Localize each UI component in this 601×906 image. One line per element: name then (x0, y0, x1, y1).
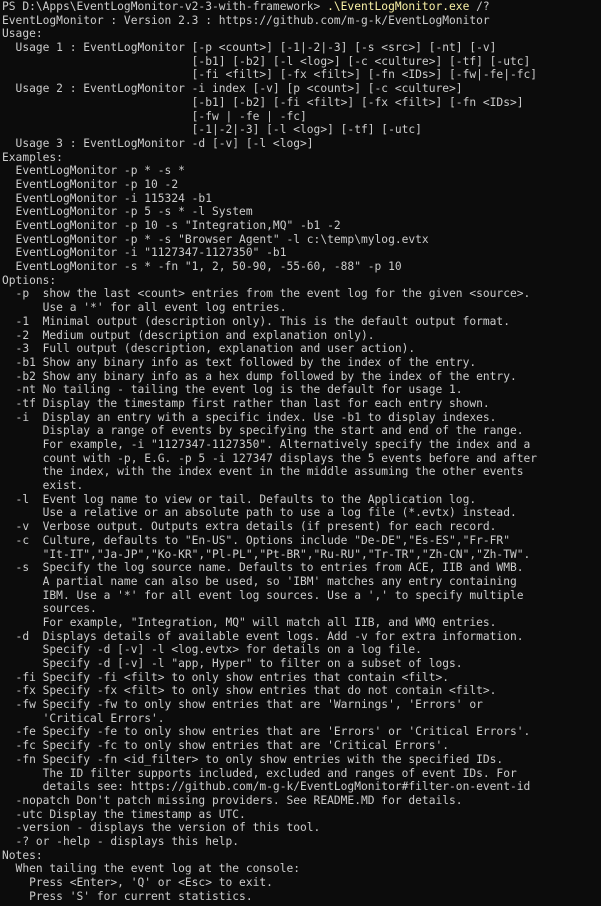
output-line: EventLogMonitor -p 5 -s * -l System (2, 205, 253, 219)
output-line: EventLogMonitor -s * -fn "1, 2, 50-90, -55-60, -88" -p 10 (2, 260, 402, 274)
command-prompt-line (2, 0, 601, 14)
output-line: 'Critical Errors'. (2, 711, 165, 725)
output-line: -p show the last <count> entries from the event log for the given <source>. (2, 287, 531, 301)
output-line: -? or -help - displays this help. (2, 834, 240, 848)
output-line: Press <Enter>, 'Q' or <Esc> to exit. (2, 876, 273, 889)
output-line: -fi Specify -fi <filt> to only show entries that contain <filt>. (2, 670, 450, 684)
output-line: Display a range of events by specifying the start and end of the range. (2, 424, 524, 438)
output-line: -v Verbose output. Outputs extra details (if present) for each record. (2, 520, 497, 534)
output-line: [-b1] [-b2] [-l <log>] [-c <culture>] [-tf] [-utc] (2, 54, 531, 68)
output-line: [-b1] [-b2] [-fi <filt>] [-fx <filt>] [-fn <IDs>] (2, 95, 524, 109)
prompt-argument: /? (469, 0, 490, 13)
output-line: Usage 1 : EventLogMonitor [-p <count>] [-1|-2|-3] [-s <src>] [-nt] [-v] (2, 41, 497, 55)
output-line: Notes: (2, 848, 43, 862)
output-line: EventLogMonitor -i 115324 -b1 (2, 191, 212, 205)
output-line: -nopatch Don't patch missing providers. See README.MD for details. (2, 793, 463, 807)
output-line: Press 'S' for current statistics. (2, 889, 253, 903)
prompt-path: PS D:\Apps\EventLogMonitor-v2-3-with-framework> (2, 0, 328, 13)
terminal-output (2, 14, 601, 904)
output-line: Use a relative or an absolute path to use a log file (*.evtx) instead. (2, 506, 517, 520)
output-line: -fx Specify -fx <filt> to only show entries that do not contain <filt>. (2, 684, 497, 698)
output-line: For example, "Integration, MQ" will match all IIB, and WMQ entries. (2, 615, 497, 629)
output-line: -3 Full output (description, explanation and user action). (2, 342, 416, 356)
output-line: Specify -d [-v] -l "app, Hyper" to filter on a subset of logs. (2, 657, 463, 670)
output-line: -fc Specify -fc to only show entries that are 'Critical Errors'. (2, 739, 450, 753)
output-line: -b2 Show any binary info as a hex dump followed by the index of the entry. (2, 369, 517, 383)
output-line: -s Specify the log source name. Defaults to entries from ACE, IIB and WMB. (2, 561, 524, 575)
output-line: -c Culture, defaults to "En-US". Options include "De-DE","Es-ES","Fr-FR" (2, 533, 510, 547)
output-line: Usage: (2, 27, 43, 41)
output-line: count with -p, E.G. -p 5 -i 127347 displays the 5 events before and after (2, 451, 538, 465)
prompt-command: .\EventLogMonitor.exe (327, 0, 470, 13)
output-line: [-fw | -fe | -fc] (2, 109, 307, 123)
output-line: EventLogMonitor -p 10 -s "Integration,MQ" -b1 -2 (2, 219, 341, 232)
output-line: exist. (2, 479, 84, 493)
output-line: -fw Specify -fw to only show entries that are 'Warnings', 'Errors' or (2, 698, 483, 712)
output-line: EventLogMonitor -p * -s "Browser Agent" -l c:\temp\mylog.evtx (2, 232, 429, 246)
output-line: For example, -i "1127347-1127350". Alternatively specify the index and a (2, 438, 531, 451)
output-line: -i Display an entry with a specific index. Use -b1 to display indexes. (2, 410, 497, 424)
output-line: [-1|-2|-3] [-l <log>] [-tf] [-utc] (2, 123, 422, 137)
output-line: [-fi <filt>] [-fx <filt>] [-fn <IDs>] [-fw|-fe|-fc] (2, 68, 538, 82)
output-line: EventLogMonitor -p * -s * (2, 164, 185, 178)
output-line: A partial name can also be used, so 'IBM' matches any entry containing (2, 574, 517, 588)
output-line: -tf Display the timestamp first rather than last for each entry shown. (2, 396, 490, 410)
output-line: Options: (2, 273, 57, 287)
output-line: EventLogMonitor -p 10 -2 (2, 177, 179, 191)
output-line: -2 Medium output (description and explanation only). (2, 328, 375, 342)
output-line: -l Event log name to view or tail. Defaults to the Application log. (2, 492, 477, 506)
output-line: -b1 Show any binary info as text followed by the index of the entry. (2, 355, 477, 369)
output-line: details see: https://github.com/m-g-k/EventLogMonitor#filter-on-event-id (2, 780, 531, 794)
output-line: Examples: (2, 150, 63, 164)
output-line: EventLogMonitor : Version 2.3 : https://github.com/m-g-k/EventLogMonitor (2, 13, 490, 27)
output-line: EventLogMonitor -i "1127347-1127350" -b1 (2, 246, 287, 260)
output-line: Use a '*' for all event log entries. (2, 301, 287, 315)
output-line: IBM. Use a '*' for all event log sources. Use a ',' to specify multiple (2, 588, 524, 602)
output-line: Usage 3 : EventLogMonitor -d [-v] [-l <log>] (2, 136, 314, 150)
output-line: When tailing the event log at the console: (2, 862, 301, 876)
output-line: Specify -d [-v] -l <log.evtx> for details on a log file. (2, 643, 422, 657)
output-line: The ID filter supports included, excluded and ranges of event IDs. For (2, 766, 517, 780)
output-line: -utc Display the timestamp as UTC. (2, 807, 246, 821)
output-line: -1 Minimal output (description only). This is the default output format. (2, 314, 510, 328)
output-line: the index, with the index event in the middle assuming the other events (2, 465, 524, 479)
output-line: -d Displays details of available event logs. Add -v for extra information. (2, 629, 524, 643)
output-line: sources. (2, 602, 97, 616)
output-line: -nt No tailing - tailing the event log is the default for usage 1. (2, 383, 463, 397)
output-line: Usage 2 : EventLogMonitor -i index [-v] [p <count>] [-c <culture>] (2, 82, 463, 96)
output-line: -fe Specify -fe to only show entries that are 'Errors' or 'Critical Errors'. (2, 725, 531, 739)
output-line: -version - displays the version of this tool. (2, 821, 321, 835)
output-line: -fn Specify -fn <id_filter> to only show entries with the specified IDs. (2, 752, 504, 766)
output-line: "It-IT","Ja-JP","Ko-KR","Pl-PL","Pt-BR","Ru-RU","Tr-TR","Zh-CN","Zh-TW". (2, 547, 531, 561)
